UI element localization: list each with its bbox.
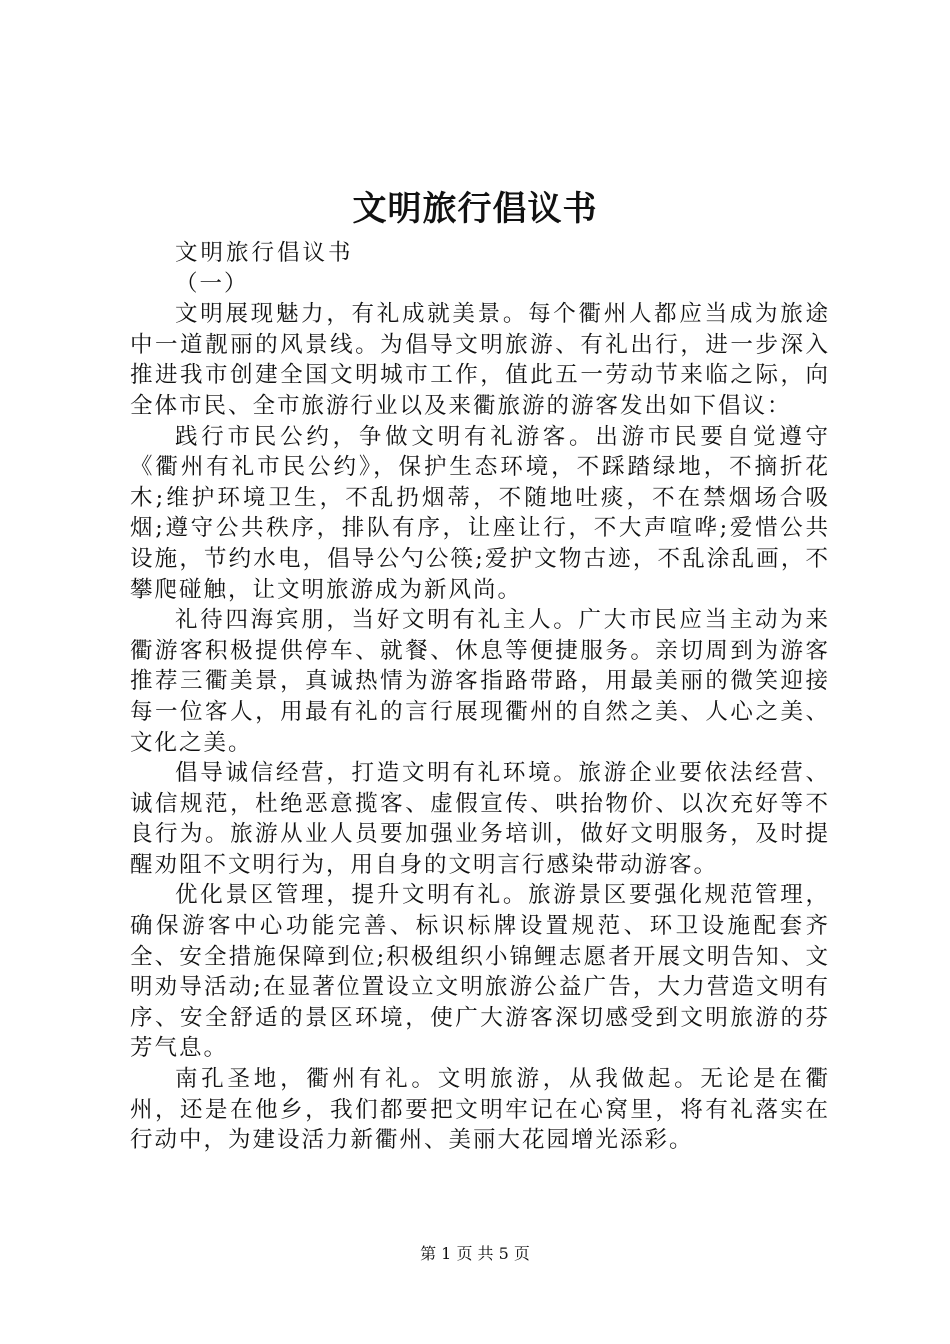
document-subtitle: 文明旅行倡议书 [175,240,354,266]
paragraph-scenic-management: 优化景区管理，提升文明有礼。旅游景区要强化规范管理，确保游客中心功能完善、标识标牌设置规范、环卫设施配套齐全、安全措施保障到位;积极组织小锦鲤志愿者开展文明告知、文明劝导活动;在显著位置设立文明旅游公益广告，大力营造文明有序、安全舒适的景区环境，使广大游客深切感受到文明旅游的芬芳气息。 [130,882,830,1062]
paragraph-intro: 文明展现魅力，有礼成就美景。每个衢州人都应当成为旅途中一道靓丽的风景线。为倡导文明旅游、有礼出行，进一步深入推进我市创建全国文明城市工作，值此五一劳动节来临之际，向全体市民、全市旅游行业以及来衢旅游的游客发出如下倡议： [130,301,830,419]
paragraph-business: 倡导诚信经营，打造文明有礼环境。旅游企业要依法经营、诚信规范，杜绝恶意揽客、虚假宣传、哄抬物价、以次充好等不良行为。旅游从业人员要加强业务培训，做好文明服务，及时提醒劝阻不文明行为，用自身的文明言行感染带动游客。 [130,760,830,878]
paragraph-hosts: 礼待四海宾朋，当好文明有礼主人。广大市民应当主动为来衢游客积极提供停车、就餐、休息等便捷服务。亲切周到为游客推荐三衢美景，真诚热情为游客指路带路，用最美丽的微笑迎接每一位客人，用最有礼的言行展现衢州的自然之美、人心之美、文化之美。 [130,607,830,756]
paragraph-citizen-pact: 践行市民公约，争做文明有礼游客。出游市民要自觉遵守《衢州有礼市民公约》，保护生态环境，不踩踏绿地，不摘折花木;维护环境卫生，不乱扔烟蒂，不随地吐痰，不在禁烟场合吸烟;遵守公共秩序，排队有序，让座让行，不大声喧哗;爱惜公共设施，节约水电，倡导公勺公筷;爱护文物古迹，不乱涂乱画，不攀爬碰触，让文明旅游成为新风尚。 [130,423,830,603]
paragraph-closing: 南孔圣地，衢州有礼。文明旅游，从我做起。无论是在衢州，还是在他乡，我们都要把文明牢记在心窝里，将有礼落实在行动中，为建设活力新衢州、美丽大花园增光添彩。 [130,1066,830,1154]
document-body [130,238,830,1156]
document-title: 文明旅行倡议书 [352,189,598,229]
section-marker: （一） [175,270,249,297]
page-number-footer: 第 1 页 共 5 页 [420,1244,530,1263]
